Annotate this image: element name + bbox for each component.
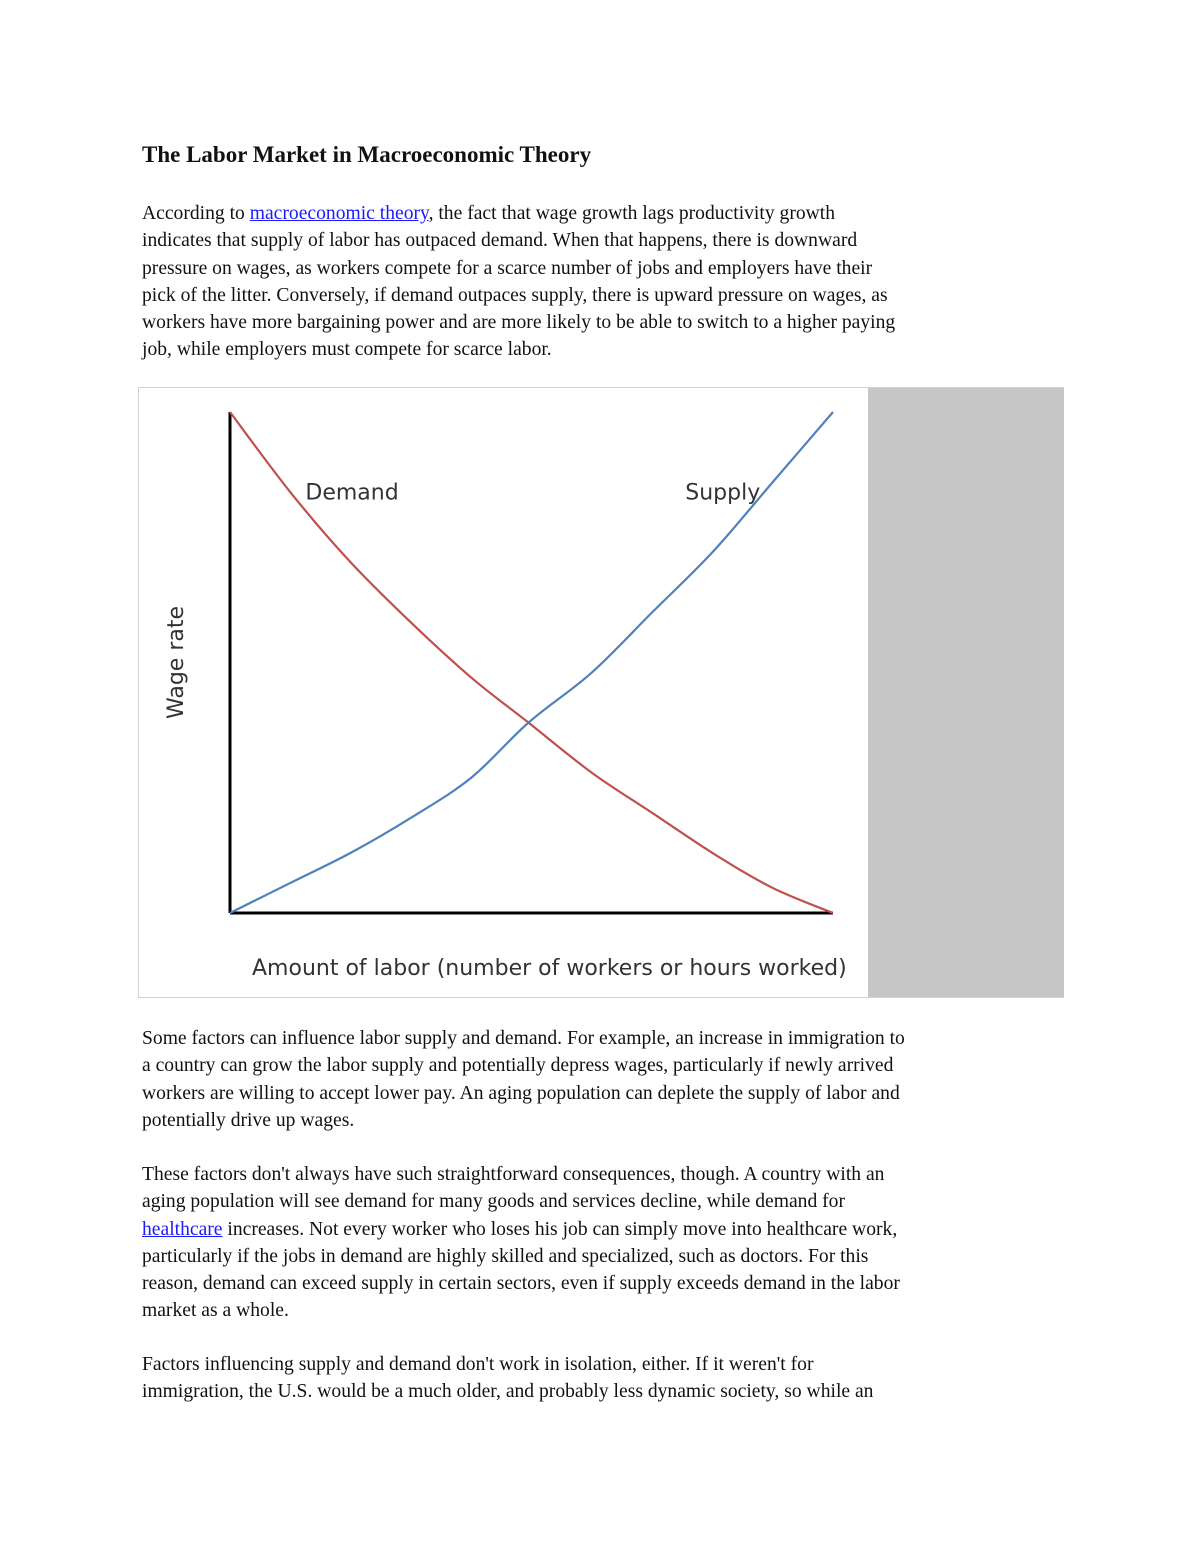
text-line: healthcare increases. Not every worker who loses his job can simply move into healthcare work, [142,1218,898,1240]
macroeconomic-theory-link[interactable]: macroeconomic theory [249,203,429,224]
x-axis-label: Amount of labor (number of workers or hours worked) [252,956,847,981]
text-line: potentially drive up wages. [142,1109,355,1131]
y-axis-label: Wage rate [164,605,189,720]
text-line: workers are willing to accept lower pay. An aging population can deplete the supply of labor and [142,1082,900,1104]
text-line: These factors don't always have such straightforward consequences, though. A country with an [142,1164,885,1185]
text-line: According to macroeconomic theory, the fact that wage growth lags productivity growth [142,203,836,224]
text-line: pick of the litter. Conversely, if demand outpaces supply, there is upward pressure on wages, as [142,284,888,306]
supply-series-label: Supply [685,480,761,506]
text-line: pressure on wages, as workers compete for a scarce number of jobs and employers have their [142,257,873,279]
healthcare-link[interactable]: healthcare [142,1218,223,1240]
chart-canvas [139,388,867,997]
text-line: workers have more bargaining power and are more likely to be able to switch to a higher paying [142,312,896,334]
text-line: market as a whole. [142,1300,289,1322]
paragraph-factors [142,1025,1062,1134]
gray-side-panel [868,388,1064,997]
text-line: reason, demand can exceed supply in certain sectors, even if supply exceeds demand in the labor [142,1273,900,1295]
labor-market-chart [138,387,1064,998]
paragraph-intro [142,200,1062,364]
text-line: a country can grow the labor supply and potentially depress wages, particularly if newly arrived [142,1055,894,1077]
text-line: job, while employers must compete for scarce labor. [142,339,552,361]
demand-series-label: Demand [305,480,399,506]
page-title: The Labor Market in Macroeconomic Theory [142,142,592,167]
text-line: particularly if the jobs in demand are highly skilled and specialized, such as doctors. For this [142,1245,869,1267]
text-line: indicates that supply of labor has outpaced demand. When that happens, there is downward [142,230,858,252]
text-line: Some factors can influence labor supply and demand. For example, an increase in immigration to [142,1028,905,1049]
paragraph-consequences [142,1161,1062,1325]
text-line: immigration, the U.S. would be a much older, and probably less dynamic society, so while an [142,1381,874,1403]
paragraph-isolation [142,1351,1062,1406]
text-line: Factors influencing supply and demand don't work in isolation, either. If it weren't for [142,1354,814,1375]
text-line: aging population will see demand for many goods and services decline, while demand for [142,1191,846,1213]
